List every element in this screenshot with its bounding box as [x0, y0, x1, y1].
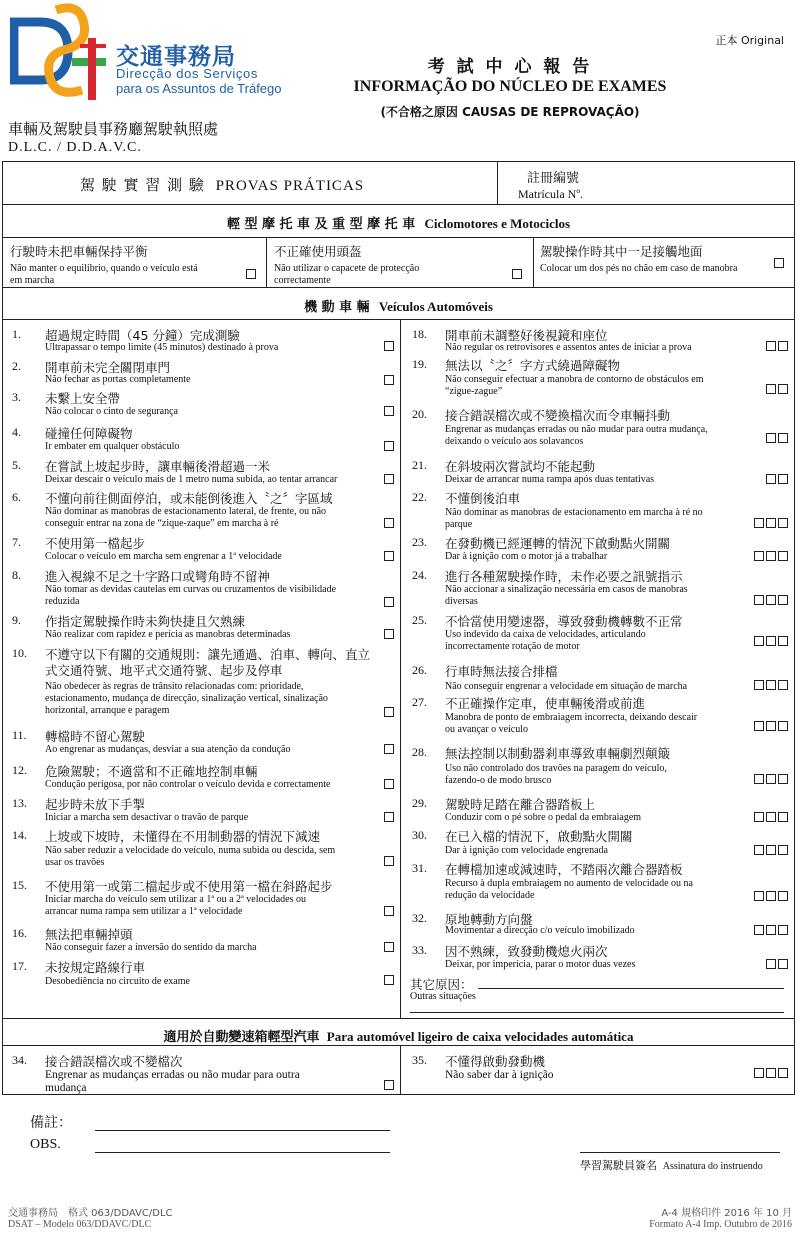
item-19-checkbox-2[interactable] — [778, 384, 788, 394]
others-input[interactable] — [478, 972, 784, 1012]
org-name-pt-1: Direcção dos Serviços — [116, 66, 258, 81]
list-item-35: 35. 不懂得啟動發動機 Não saber dar à ignição — [412, 1052, 788, 1092]
item-34-checkbox[interactable] — [384, 1080, 394, 1090]
item-5-checkbox[interactable] — [384, 474, 394, 484]
list-item-9: 9. 作指定駕駛操作時未夠快捷且欠熟練 Não realizar com rapidez e perícia as manobras determinadas — [12, 612, 394, 642]
item-14-checkbox[interactable] — [384, 856, 394, 866]
list-item-27: 27. 不正確操作定車，使車輛後滑或前進 Manobra de ponto de embraiagem incorrecta, deixando descair ou avançar o veículo — [412, 694, 788, 736]
footer-left-1: 交通事務局 格式 063/DDAVC/DLC — [8, 1208, 173, 1219]
signature-label: 學習駕駛員簽名 Assinatura do instruendo — [580, 1159, 763, 1172]
item-7-checkbox[interactable] — [384, 551, 394, 561]
item-26-checkbox-1[interactable] — [754, 680, 764, 690]
item-20-checkbox-1[interactable] — [766, 433, 776, 443]
item-1-checkbox[interactable] — [384, 341, 394, 351]
list-item-19: 19. 無法以〝之〞字方式繞過障礙物 Não conseguir efectuar a manobra de contorno de obstáculos em “zigue-zague” — [412, 356, 788, 398]
item-28-checkbox-3[interactable] — [778, 774, 788, 784]
item-31-checkbox-1[interactable] — [754, 891, 764, 901]
list-item-13: 13. 起步時未放下手掣 Iniciar a marcha sem desactivar o travão de parque — [12, 795, 394, 825]
signature-field[interactable] — [580, 1120, 780, 1152]
item-16-checkbox[interactable] — [384, 942, 394, 952]
item-4-checkbox[interactable] — [384, 441, 394, 451]
item-35-checkbox-2[interactable] — [766, 1068, 776, 1078]
item-23-checkbox-3[interactable] — [778, 551, 788, 561]
list-item-17: 17. 未按規定路線行車 Desobediência no circuito de exame — [12, 958, 394, 988]
list-item-4: 4. 碰撞任何障礙物 Ir embater em qualquer obstáculo — [12, 424, 394, 454]
item-35-checkbox-1[interactable] — [754, 1068, 764, 1078]
list-item-18: 18. 開車前未調整好後視鏡和座位 Não regular os retrovisores e assentos antes de iniciar a prova — [412, 326, 788, 356]
org-name-zh: 交通事務局 — [116, 44, 236, 70]
auto-trans-header: 適用於自動變速箱輕型汽車 Para automóvel ligeiro de caixa velocidades automática — [163, 1029, 634, 1045]
list-item-14: 14. 上坡或下坡時，未懂得在不用制動器的情況下減速 Não saber reduzir a velocidade do veículo, numa subida ou descida, sem usar os travões — [12, 827, 394, 869]
item-29-checkbox-1[interactable] — [754, 812, 764, 822]
obs-input[interactable] — [95, 1108, 390, 1152]
item-19-checkbox-1[interactable] — [766, 384, 776, 394]
moto-section-header: 輕 型 摩 托 車 及 重 型 摩 托 車 Ciclomotores e Motociclos — [226, 216, 571, 232]
list-item-24: 24. 進行各種駕駛操作時，未作必要之訊號指示 Não accionar a sinalização necessária em casos de manobras diversas — [412, 567, 788, 609]
item-21-checkbox-2[interactable] — [778, 474, 788, 484]
item-30-checkbox-2[interactable] — [766, 845, 776, 855]
item-18-checkbox-1[interactable] — [766, 341, 776, 351]
item-27-checkbox-2[interactable] — [766, 721, 776, 731]
list-item-31: 31. 在轉檔加速或減速時，不踏兩次離合器踏板 Recurso à dupla embraiagem no aumento de velocidade ou na redução da velocidade — [412, 860, 788, 902]
title-zh: 考 試 中 心 報 告 — [427, 57, 593, 77]
auto-section-header: 機 動 車 輛 Veículos Automóveis — [304, 299, 493, 315]
obs-label-pt: OBS. — [30, 1137, 61, 1152]
list-item-21: 21. 在斜坡兩次嘗試均不能起動 Deixar de arrancar numa rampa após duas tentativas — [412, 457, 788, 487]
list-item-23: 23. 在發動機已經運轉的情況下啟動點火開關 Dar à ignição com o motor já a trabalhar — [412, 534, 788, 564]
moto-item-3-checkbox[interactable] — [774, 258, 784, 268]
list-item-26: 26. 行車時無法接合排檔 Não conseguir engrenar a velocidade em situação de marcha — [412, 662, 788, 692]
department-zh: 車輛及駕駛員事務廳駕駛執照處 — [8, 120, 219, 138]
obs-line-2 — [95, 1152, 390, 1153]
item-24-checkbox-1[interactable] — [754, 595, 764, 605]
footer-left-2: DSAT – Modelo 063/DDAVC/DLC — [8, 1219, 152, 1230]
list-item-34: 34. 接合錯誤檔次或不變檔次 Engrenar as mudanças erradas ou não mudar para outra mudança — [12, 1052, 394, 1092]
item-10-checkbox[interactable] — [384, 707, 394, 717]
item-25-checkbox-1[interactable] — [754, 636, 764, 646]
item-22-checkbox-3[interactable] — [778, 518, 788, 528]
matricula-label-zh: 註冊編號 — [527, 171, 580, 186]
list-item-25: 25. 不恰當使用變速器，導致發動機轉數不正常 Uso indevido da caixa de velocidades, articulando incorrectamente rotação de motor — [412, 612, 788, 654]
moto-item-1-checkbox[interactable] — [246, 269, 256, 279]
logo — [10, 2, 110, 100]
item-31-checkbox-2[interactable] — [766, 891, 776, 901]
subtitle: (不合格之原因 CAUSAS DE REPROVAÇÃO) — [380, 105, 640, 119]
item-32-checkbox-1[interactable] — [754, 925, 764, 935]
list-item-15: 15. 不使用第一或第二檔起步或不使用第一檔在斜路起步 Iniciar marcha do veículo sem utilizar a 1ª ou a 2ª velocidades ou arrancar numa rampa sem utilizar a 1ª velocidade — [12, 877, 394, 919]
item-22-checkbox-2[interactable] — [766, 518, 776, 528]
copy-label: 正本 Original — [715, 34, 784, 47]
list-item-10: 10. 不遵守以下有關的交通規則：讓先通過、泊車、轉向、直立 式交通符號、地平式交通符號、起步及停車 Não obedecer às regras de trânsito relacionadas com: prioridade, estacionamento, mudança de direcção, sinalização vertical, sinalização horizontal, arranque e paragem — [12, 645, 394, 721]
item-26-checkbox-3[interactable] — [778, 680, 788, 690]
list-item-1: 1. 超過規定時間（45 分鐘）完成測驗 Ultrapassar o tempo limite (45 minutos) destinado à prova — [12, 326, 394, 356]
item-23-checkbox-2[interactable] — [766, 551, 776, 561]
list-item-8: 8. 進入視線不足之十字路口或彎角時不留神 Não tomar as devidas cautelas em curvas ou cruzamentos de visibilidade reduzida — [12, 567, 394, 609]
item-24-checkbox-2[interactable] — [766, 595, 776, 605]
list-item-7: 7. 不使用第一檔起步 Colocar o veículo em marcha sem engrenar a 1ª velocidade — [12, 534, 394, 564]
footer-right-1: A-4 規格印件 2016 年 10 月 — [661, 1208, 792, 1219]
item-35-checkbox-3[interactable] — [778, 1068, 788, 1078]
moto-item-3: 駕駛操作時其中一足接觸地面 Colocar um dos pés no chão em caso de manobra — [540, 242, 788, 286]
item-26-checkbox-2[interactable] — [766, 680, 776, 690]
item-28-checkbox-1[interactable] — [754, 774, 764, 784]
list-item-3: 3. 未繫上安全帶 Não colocar o cinto de segurança — [12, 389, 394, 419]
item-15-checkbox[interactable] — [384, 906, 394, 916]
list-item-11: 11. 轉檔時不留心駕駛 Ao engrenar as mudanças, desviar a sua atenção da condução — [12, 727, 394, 757]
provas-title: 駕 駛 實 習 測 驗 PROVAS PRÁTICAS — [80, 176, 365, 194]
item-28-checkbox-2[interactable] — [766, 774, 776, 784]
item-33-checkbox-2[interactable] — [778, 959, 788, 969]
item-24-checkbox-3[interactable] — [778, 595, 788, 605]
title-pt: INFORMAÇÃO DO NÚCLEO DE EXAMES — [353, 78, 667, 95]
item-12-checkbox[interactable] — [384, 779, 394, 789]
item-20-checkbox-2[interactable] — [778, 433, 788, 443]
item-30-checkbox-1[interactable] — [754, 845, 764, 855]
item-31-checkbox-3[interactable] — [778, 891, 788, 901]
others-label-pt: Outras situações — [410, 991, 476, 1002]
item-33-checkbox-1[interactable] — [766, 959, 776, 969]
obs-label-zh: 備註： — [30, 1115, 72, 1131]
moto-item-1: 行駛時未把車輛保持平衡 Não manter o equilíbrio, quando o veículo está em marcha — [10, 242, 260, 286]
item-32-checkbox-3[interactable] — [778, 925, 788, 935]
item-27-checkbox-1[interactable] — [754, 721, 764, 731]
moto-item-2-checkbox[interactable] — [512, 269, 522, 279]
list-item-28: 28. 無法控制以制動器剎車導致車輛劇烈顛簸 Uso não controlado dos travões na paragem do veículo, fazendo-o de modo brusco — [412, 744, 788, 786]
item-6-checkbox[interactable] — [384, 518, 394, 528]
list-item-20: 20. 接合錯誤檔次或不變換檔次而令車輛抖動 Engrenar as mudanças erradas ou não mudar para outra mudança, deixando o veículo aos solavancos — [412, 406, 788, 448]
dsat-logo-icon — [10, 2, 110, 100]
item-29-checkbox-2[interactable] — [766, 812, 776, 822]
matricula-input[interactable] — [610, 166, 790, 202]
signature-line — [580, 1152, 780, 1153]
item-22-checkbox-1[interactable] — [754, 518, 764, 528]
org-name-pt-2: para os Assuntos de Tráfego — [116, 81, 282, 96]
item-25-checkbox-2[interactable] — [766, 636, 776, 646]
list-item-33: 33. 因不熟練，致發動機熄火兩次 Deixar, por imperícia, parar o motor duas vezes — [412, 942, 788, 972]
list-item-16: 16. 無法把車輛掉頭 Não conseguir fazer a inversão do sentido da marcha — [12, 925, 394, 955]
footer-right-2: Formato A-4 Imp. Outubro de 2016 — [649, 1219, 792, 1230]
item-3-checkbox[interactable] — [384, 406, 394, 416]
item-18-checkbox-2[interactable] — [778, 341, 788, 351]
list-item-2: 2. 開車前未完全關閉車門 Não fechar as portas completamente — [12, 358, 394, 388]
list-item-32: 32. 原地轉動方向盤 Movimentar a direcção c/o veículo imobilizado — [412, 910, 788, 940]
others-label-zh: 其它原因： — [410, 977, 473, 992]
list-item-22: 22. 不懂倒後泊車 Não dominar as manobras de estacionamento em marcha à ré no parque — [412, 489, 788, 531]
list-item-30: 30. 在已入檔的情況下，啟動點火開關 Dar à ignição com velocidade engrenada — [412, 827, 788, 857]
others-line-2 — [410, 1012, 784, 1013]
matricula-label-pt: Matrícula Nº. — [518, 187, 584, 201]
item-11-checkbox[interactable] — [384, 744, 394, 754]
department-code: D.L.C. / D.D.A.V.C. — [8, 140, 142, 155]
list-item-5: 5. 在嘗試上坡起步時，讓車輛後滑超過一米 Deixar descair o veículo mais de 1 metro numa subida, ao tentar arrancar — [12, 457, 394, 487]
list-item-29: 29. 駕駛時足踏在離合器踏板上 Conduzir com o pé sobre o pedal da embraiagem — [412, 795, 788, 825]
list-item-6: 6. 不懂向前往側面停泊，或未能倒後進入〝之〞字區域 Não dominar as manobras de estacionamento lateral, de frente, ou não conseguir entrar na zona de “zique-zaque” em marcha à ré — [12, 489, 394, 531]
item-17-checkbox[interactable] — [384, 975, 394, 985]
item-27-checkbox-3[interactable] — [778, 721, 788, 731]
item-29-checkbox-3[interactable] — [778, 812, 788, 822]
item-9-checkbox[interactable] — [384, 629, 394, 639]
item-25-checkbox-3[interactable] — [778, 636, 788, 646]
item-32-checkbox-2[interactable] — [766, 925, 776, 935]
list-item-12: 12. 危險駕駛；不適當和不正確地控制車輛 Condução perigosa, por não controlar o veículo devida e correctamente — [12, 762, 394, 792]
item-30-checkbox-3[interactable] — [778, 845, 788, 855]
moto-item-2: 不正確使用頭盔 Não utilizar o capacete de protecção correctamente — [274, 242, 526, 286]
item-8-checkbox[interactable] — [384, 597, 394, 607]
item-23-checkbox-1[interactable] — [754, 551, 764, 561]
item-13-checkbox[interactable] — [384, 812, 394, 822]
item-2-checkbox[interactable] — [384, 375, 394, 385]
item-21-checkbox-1[interactable] — [766, 474, 776, 484]
